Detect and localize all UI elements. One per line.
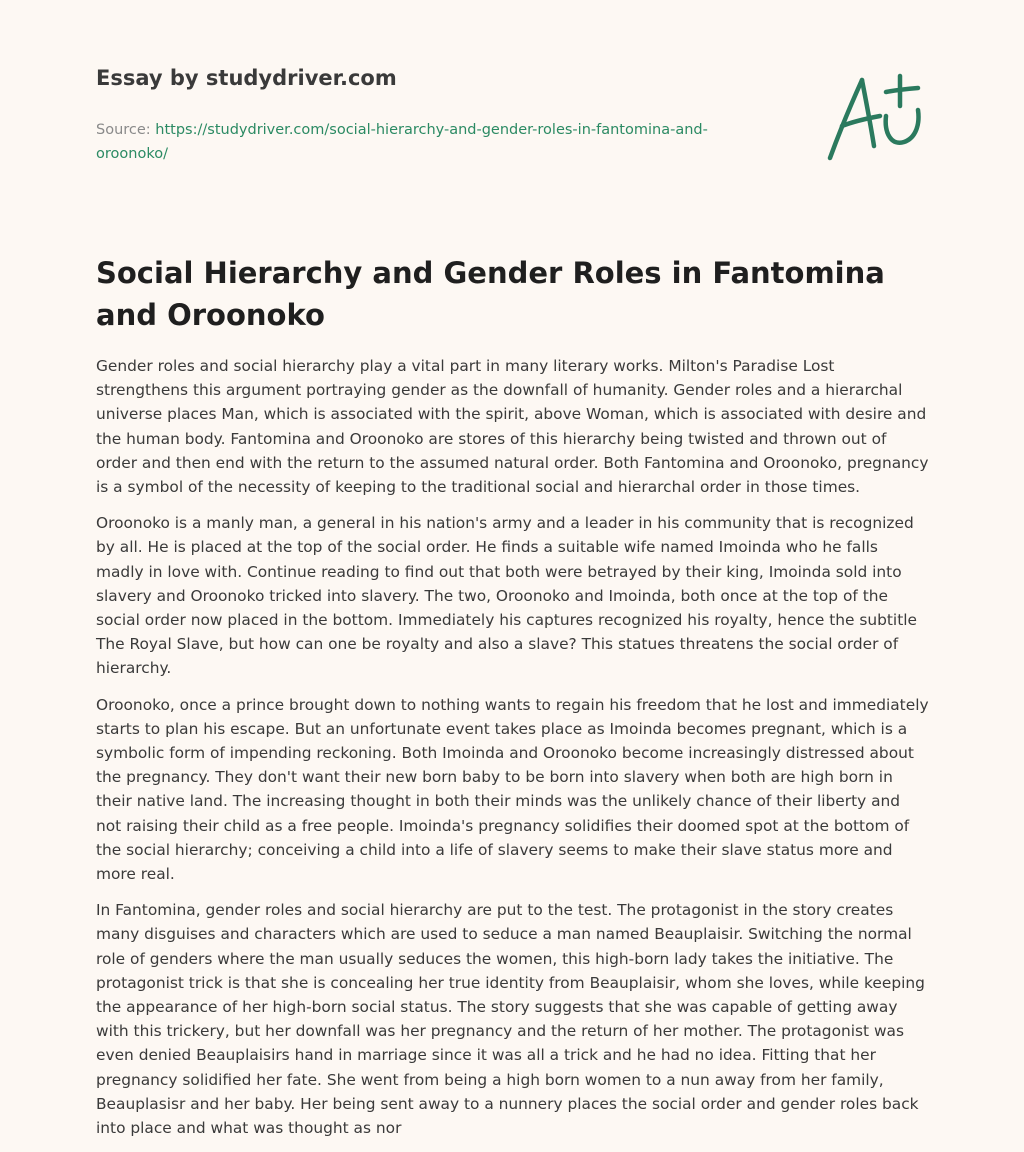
essay-body — [96, 354, 930, 1152]
source-label: Source: — [96, 122, 156, 138]
source-link[interactable]: https://studydriver.com/social-hierarchy-and-gender-roles-in-fantomina-and-oroonoko/ — [96, 122, 708, 162]
page-header — [96, 60, 756, 166]
essay-paragraph: Oroonoko is a manly man, a general in his nation's army and a leader in his community that is recognized by all. He is placed at the top of the social order. He finds a suitable wife named Imoinda who he falls madly in love with. Continue reading to find out that both were betrayed by their king, Imoinda sold into slavery and Oroonoko tricked into slavery. The two, Oroonoko and Imoinda, both once at the top of the social order now placed in the bottom. Immediately his captures recognized his royalty, hence the subtitle The Royal Slave, but how can one be royalty and also a slave? This statues threatens the social order of hierarchy. — [96, 514, 917, 678]
essay-paragraph: Gender roles and social hierarchy play a vital part in many literary works. Milton's Paradise Lost strengthens this argument portraying gender as the downfall of humanity. Gender roles and a hierarchal universe places Man, which is associated with the spirit, above Woman, which is associated with desire and the human body. Fantomina and Oroonoko are stores of this hierarchy being twisted and thrown out of order and then end with the return to the assumed natural order. Both Fantomina and Oroonoko, pregnancy is a symbol of the necessity of keeping to the traditional social and hierarchal order in those times. — [96, 357, 929, 497]
a-plus-grade-icon — [820, 66, 930, 166]
source-line — [96, 118, 756, 166]
essay-paragraph: In Fantomina, gender roles and social hierarchy are put to the test. The protagonist in the story creates many disguises and characters which are used to seduce a man named Beauplaisir. Switching the normal role of genders where the man usually seduces the women, this high-born lady takes the initiative. The protagonist trick is that she is concealing her true identity from Beauplaisir, whom she loves, while keeping the appearance of her high-born social status. The story suggests that she was capable of getting away with this trickery, but her downfall was her pregnancy and the return of her mother. The protagonist was even denied Beauplaisirs hand in marriage since it was all a trick and he had no idea. Fitting that her pregnancy solidified her fate. She went from being a high born women to a nun away from her family, Beauplasisr and her baby. Her being sent away to a nunnery places the social order and gender roles back into place and what was thought as nor — [96, 901, 925, 1138]
essay-title: Social Hierarchy and Gender Roles in Fantomina and Oroonoko — [96, 256, 885, 332]
site-brand: Essay by studydriver.com — [96, 66, 397, 90]
essay-paragraph: Oroonoko, once a prince brought down to nothing wants to regain his freedom that he lost and immediately starts to plan his escape. But an unfortunate event takes place as Imoinda becomes pregnant, which is a symbolic form of impending reckoning. Both Imoinda and Oroonoko become increasingly distressed about the pregnancy. They don't want their new born baby to be born into slavery when both are high born in their native land. The increasing thought in both their minds was the unlikely chance of their liberty and not raising their child as a free people. Imoinda's pregnancy solidifies their doomed spot at the bottom of the social hierarchy; conceiving a child into a life of slavery seems to make their slave status more and more real. — [96, 695, 929, 884]
